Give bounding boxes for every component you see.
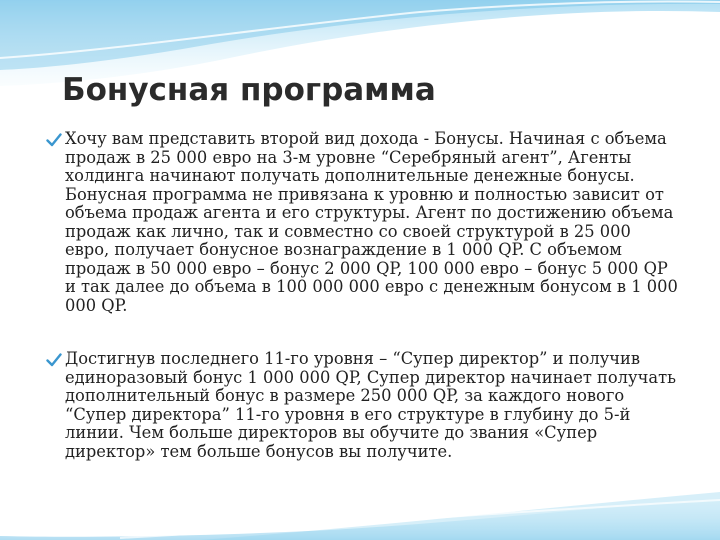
- bullet-text: Достигнув последнего 11-го уровня – “Супер директор” и получив единоразовый бонус 1 000 000 QP, Супер директор начинает получать дополнительный бонус в размере 250 000 QP, за каждого нового “Супер директора” 11-го уровня в его структуре в глубину до 5-й линии. Чем больше директоров вы обучите до звания «Супер директор» тем больше бонусов вы получите.: [65, 349, 676, 461]
- bullet-item: [40, 350, 680, 461]
- check-icon: [46, 353, 62, 367]
- bottom-wave-decoration: [0, 492, 720, 540]
- bullet-item: [40, 130, 680, 315]
- check-icon: [46, 133, 62, 147]
- slide-title: Бонусная программа: [62, 72, 436, 108]
- bullet-text: Хочу вам представить второй вид дохода - Бонусы. Начиная с объема продаж в 25 000 евро на 3-м уровне “Серебряный агент”, Агенты холдинга начинают получать дополнительные денежные бонусы. Бонусная программа не привязана к уровню и полностью зависит от объема продаж агента и его структуры. Агент по достижению объема продаж как лично, так и совместно со своей структурой в 25 000 евро, получает бонусное вознаграждение в 1 000 QP. С объемом продаж в 50 000 евро – бонус 2 000 QP, 100 000 евро – бонус 5 000 QP и так далее до объема в 100 000 000 евро с денежным бонусом в 1 000 000 QP.: [65, 129, 678, 315]
